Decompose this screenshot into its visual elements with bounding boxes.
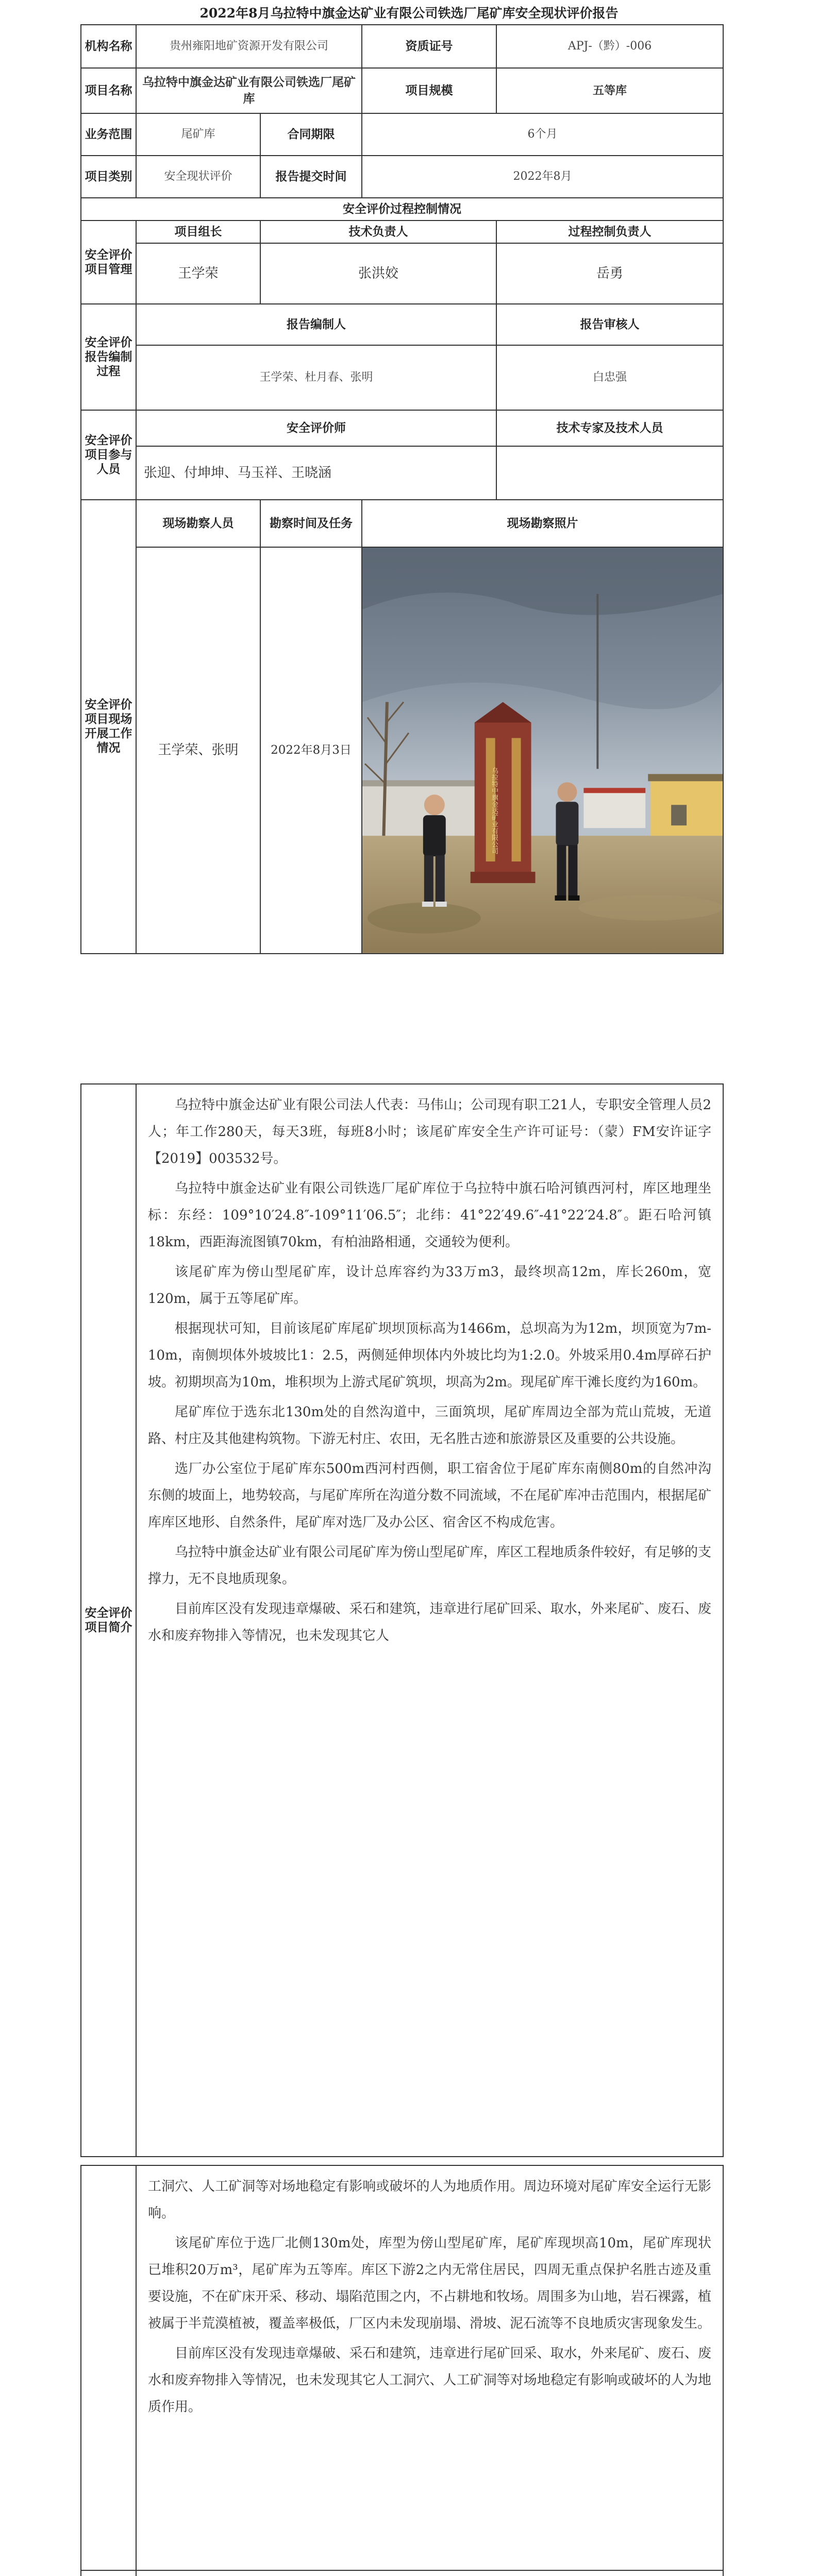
brief-paragraph: 该尾矿库为傍山型尾矿库，设计总库容约为33万m3，最终坝高12m，库长260m，宽120m，属于五等尾矿库。 [148,1264,711,1307]
cert-value: APJ-（黔）-006 [496,25,723,68]
brief-content [136,1084,723,2157]
brief-paragraph: 乌拉特中旗金达矿业有限公司法人代表：马伟山；公司现有职工21人，专职安全管理人员2人；年工作280天，每天3班，每班8小时；该尾矿库安全生产许可证号：（蒙）FM安许证字【2019】003532号。 [148,1097,711,1166]
compilers-value: 王学荣、杜月春、张明 [136,345,496,410]
process-header: 安全评价过程控制情况 [81,198,723,221]
leader-value: 王学荣 [136,243,260,304]
brief-table-1 [80,1083,724,2157]
site-time-value: 2022年8月3日 [260,547,362,954]
contract-label: 合同期限 [260,113,362,156]
site-photo-image [362,548,723,953]
reviewer-header: 报告审核人 [496,304,723,345]
summary-table [80,24,724,954]
site-staff-value: 王学荣、张明 [136,547,260,954]
expert-header: 技术专家及技术人员 [496,410,723,446]
evaluators-value: 张迎、付坤坤、马玉祥、王晓涵 [136,446,496,500]
brief-paragraph: 根据现状可知，目前该尾矿库尾矿坝坝顶标高为1466m，总坝高为为12m，坝顶宽为7m-10m，南侧坝体外坡坡比1：2.5，两侧延伸坝体内外坡比均为1:2.0。外坡采用0.4m厚碎石护坡。初期坝高为10m，堆积坝为上游式尾矿筑坝，坝高为2m。现尾矿库干滩长度约为160m。 [148,1321,711,1390]
site-time-header: 勘察时间及任务 [260,500,362,547]
brief-paragraph: 目前库区没有发现违章爆破、采石和建筑，违章进行尾矿回采、取水，外来尾矿、废石、废水和废弃物排入等情况，也未发现其它人工洞穴、人工矿洞等对场地稳定有影响或破坏的人为地质作用。 [148,2346,711,2415]
mgmt-label: 安全评价项目管理 [81,221,136,304]
brief-continued-label [81,2165,136,2570]
site-staff-header: 现场勘察人员 [136,500,260,547]
project-label: 项目名称 [81,68,136,113]
brief-paragraph: 尾矿库位于选东北130m处的自然沟道中，三面筑坝，尾矿库周边全部为荒山荒坡，无道路、村庄及其他建构筑物。下游无村庄、农田，无名胜古迹和旅游景区及重要的公共设施。 [148,1404,711,1447]
brief-paragraph: 乌拉特中旗金达矿业有限公司尾矿库为傍山型尾矿库，库区工程地质条件较好，有足够的支撑力，无不良地质现象。 [148,1545,711,1587]
org-label: 机构名称 [81,25,136,68]
evaluator-header: 安全评价师 [136,410,496,446]
experts-value [496,446,723,500]
scale-label: 项目规模 [362,68,496,113]
type-value: 安全现状评价 [136,156,260,198]
tech-value: 张洪姣 [260,243,496,304]
submit-value: 2022年8月 [362,156,723,198]
brief-continued-content [136,2165,723,2570]
project-value: 乌拉特中旗金达矿业有限公司铁选厂尾矿库 [136,68,362,113]
other-label [81,2570,136,2576]
staff-label: 安全评价项目参与人员 [81,410,136,500]
type-label: 项目类别 [81,156,136,198]
submit-label: 报告提交时间 [260,156,362,198]
compile-label: 安全评价报告编制过程 [81,304,136,410]
tech-header: 技术负责人 [260,221,496,243]
brief-paragraph: 乌拉特中旗金达矿业有限公司铁选厂尾矿库位于乌拉特中旗石哈河镇西河村，库区地理坐标：东经：109°10′24.8″-109°11′06.5″；北纬：41°22′49.6″-41°22′24.8″。距石哈河镇18km，西距海流图镇70km，有柏油路相通，交通较为便利。 [148,1181,711,1250]
compiler-header: 报告编制人 [136,304,496,345]
contract-value: 6个月 [362,113,723,156]
brief-table-2 [80,2165,724,2576]
brief-paragraph: 目前库区没有发现违章爆破、采石和建筑，违章进行尾矿回采、取水，外来尾矿、废石、废水和废弃物排入等情况，也未发现其它人 [148,1601,711,1643]
brief-label: 安全评价项目简介 [81,1084,136,2157]
org-value: 贵州雍阳地矿资源开发有限公司 [136,25,362,68]
other-value [136,2570,723,2576]
scope-label: 业务范围 [81,113,136,156]
brief-paragraph: 工洞穴、人工矿洞等对场地稳定有影响或破坏的人为地质作用。周边环境对尾矿库安全运行无影响。 [148,2179,711,2221]
brief-paragraph: 该尾矿库位于选厂北侧130m处，库型为傍山型尾矿库，尾矿库现坝高10m，尾矿库现状已堆积20万m³，尾矿库为五等库。库区下游2之内无常住居民，四周无重点保护名胜古迹及重要设施，不在矿床开采、移动、塌陷范围之内，不占耕地和牧场。周围多为山地，岩石裸露，植被属于半荒漠植被，覆盖率极低，厂区内未发现崩塌、滑坡、泥石流等不良地质灾害现象发生。 [148,2235,711,2331]
site-photo [362,548,723,953]
control-header: 过程控制负责人 [496,221,723,243]
site-photo-header: 现场勘察照片 [362,500,723,547]
scope-value: 尾矿库 [136,113,260,156]
reviewer-value: 白忠强 [496,345,723,410]
leader-header: 项目组长 [136,221,260,243]
page-title: 2022年8月乌拉特中旗金达矿业有限公司铁选厂尾矿库安全现状评价报告 [199,6,619,21]
brief-paragraph: 选厂办公室位于尾矿库东500m西河村西侧，职工宿舍位于尾矿库东南侧80m的自然冲沟东侧的坡面上，地势较高，与尾矿库所在沟道分数不同流域，不在尾矿库冲击范围内，根据尾矿库库区地形、自然条件，尾矿库对选厂及办公区、宿舍区不构成危害。 [148,1461,711,1530]
scale-value: 五等库 [496,68,723,113]
cert-label: 资质证号 [362,25,496,68]
photo-sign-text: 乌拉特中旗金达矿业有限公司 [490,767,498,854]
site-label: 安全评价项目现场开展工作情况 [81,500,136,954]
control-value: 岳勇 [496,243,723,304]
